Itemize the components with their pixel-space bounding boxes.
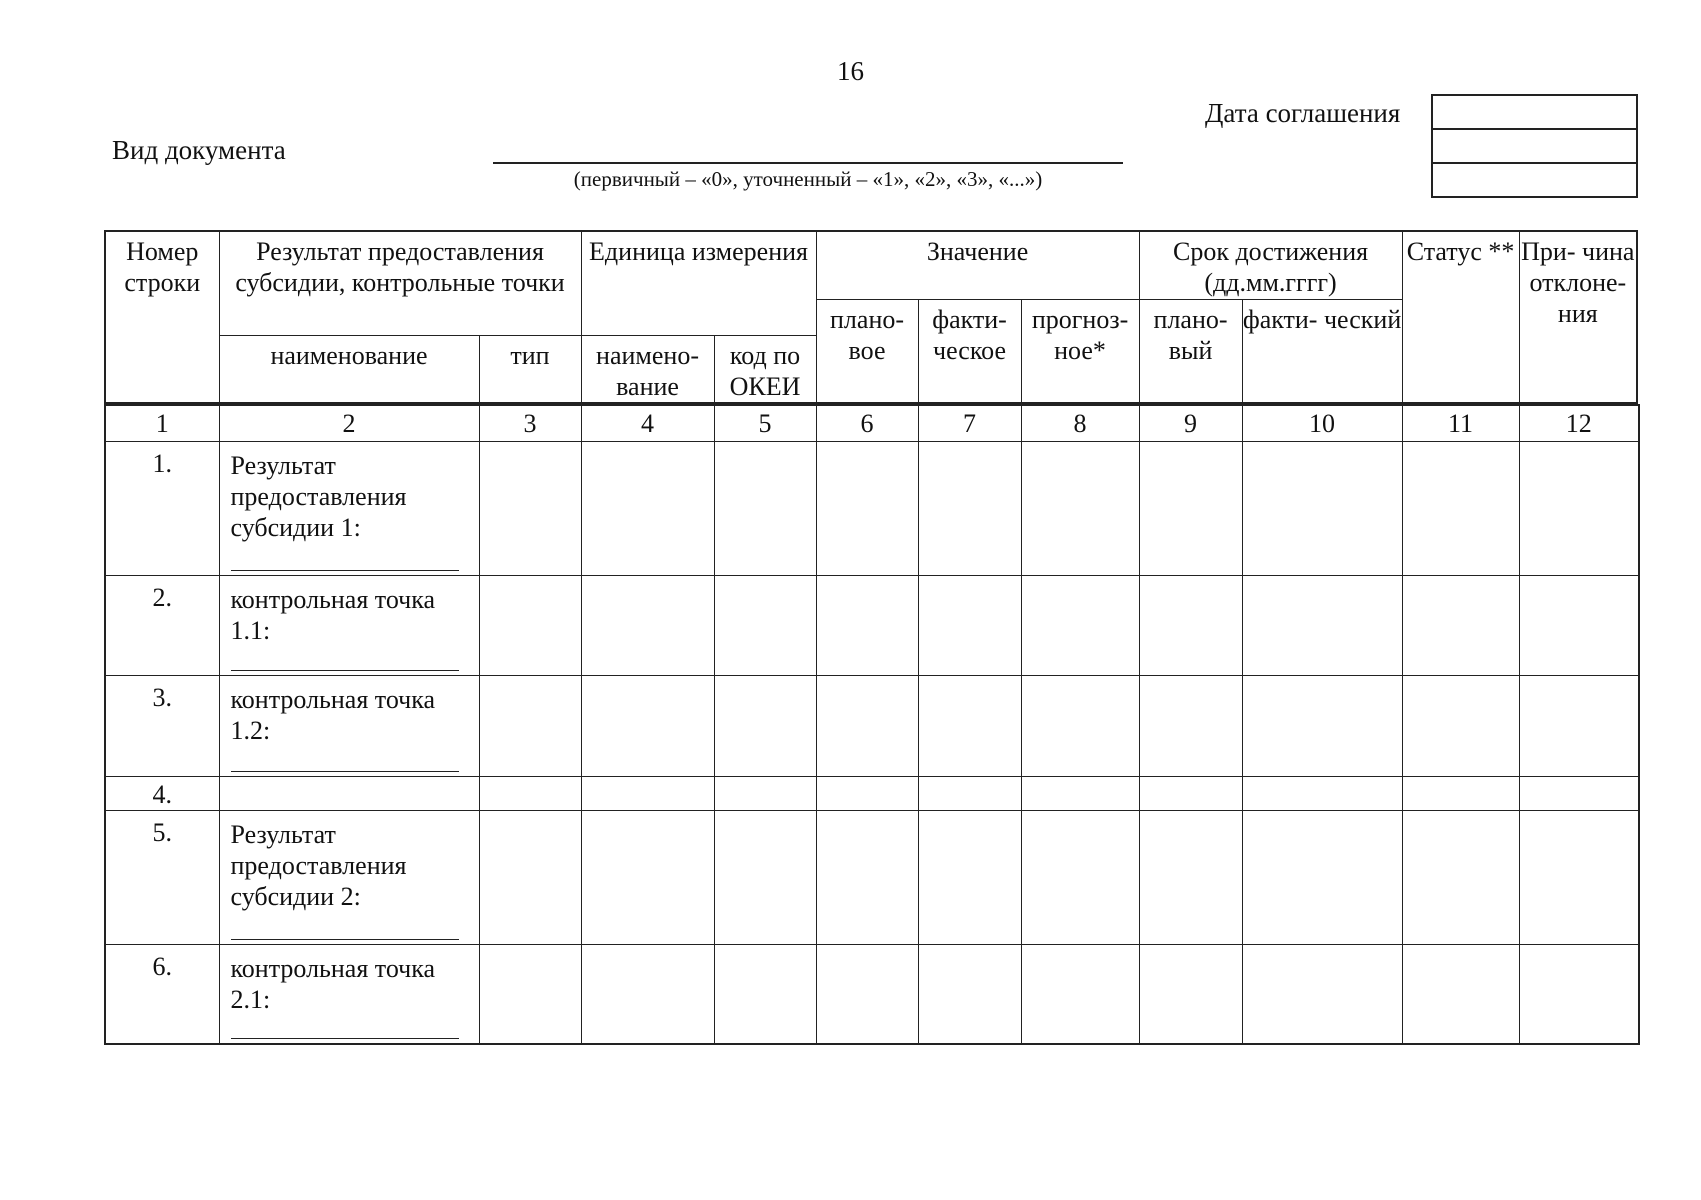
empty-cell[interactable] (1021, 776, 1139, 810)
header-deadline-group: Срок достижения (дд.мм.гггг) (1139, 231, 1402, 299)
fill-line (231, 1038, 459, 1039)
header-row-number: Номер строки (105, 231, 219, 403)
empty-cell[interactable] (1021, 575, 1139, 675)
empty-cell[interactable] (1519, 810, 1639, 944)
row-number: 6. (105, 944, 219, 1044)
empty-cell[interactable] (581, 944, 714, 1044)
column-number: 2 (219, 405, 479, 441)
empty-cell[interactable] (1402, 675, 1519, 776)
header-deadline-actual: факти- ческий (1242, 299, 1402, 403)
date-box (1433, 96, 1636, 130)
table-body (104, 404, 1640, 1045)
empty-cell[interactable] (918, 575, 1021, 675)
empty-cell[interactable] (1402, 810, 1519, 944)
empty-cell[interactable] (1242, 575, 1402, 675)
empty-cell[interactable] (1242, 776, 1402, 810)
table-row (105, 441, 1639, 575)
header-result-name: наименование (219, 335, 479, 403)
empty-cell[interactable] (816, 776, 918, 810)
table-row (105, 776, 1639, 810)
column-number: 7 (918, 405, 1021, 441)
row-number: 2. (105, 575, 219, 675)
empty-cell[interactable] (918, 675, 1021, 776)
empty-cell[interactable] (1242, 944, 1402, 1044)
column-number: 9 (1139, 405, 1242, 441)
empty-cell[interactable] (1139, 944, 1242, 1044)
header-unit-name: наимено- вание (581, 335, 714, 403)
header-result-group: Результат предоставления субсидии, контрольные точки (219, 231, 581, 335)
empty-cell[interactable] (581, 675, 714, 776)
row-label: контрольная точка 1.2: (230, 684, 436, 745)
header-value-group: Значение (816, 231, 1139, 299)
column-number: 6 (816, 405, 918, 441)
doc-type-label: Вид документа (112, 135, 286, 165)
column-number: 1 (105, 405, 219, 441)
column-number: 3 (479, 405, 581, 441)
empty-cell[interactable] (918, 944, 1021, 1044)
header-unit-group: Единица измерения (581, 231, 816, 335)
empty-cell[interactable] (1242, 441, 1402, 575)
row-label-cell (219, 810, 479, 944)
empty-cell[interactable] (1519, 575, 1639, 675)
empty-cell[interactable] (1021, 441, 1139, 575)
header-deadline-planned: плано- вый (1139, 299, 1242, 403)
column-number: 8 (1021, 405, 1139, 441)
empty-cell[interactable] (1139, 776, 1242, 810)
empty-cell[interactable] (1139, 575, 1242, 675)
empty-cell[interactable] (816, 575, 918, 675)
fill-line (231, 939, 459, 940)
row-label: Результат предоставления субсидии 2: (230, 819, 407, 912)
empty-cell[interactable] (1242, 675, 1402, 776)
empty-cell[interactable] (479, 675, 581, 776)
table-row (105, 944, 1639, 1044)
row-number: 5. (105, 810, 219, 944)
table-row (105, 810, 1639, 944)
empty-cell[interactable] (479, 810, 581, 944)
empty-cell[interactable] (714, 675, 816, 776)
empty-cell[interactable] (581, 776, 714, 810)
row-label: контрольная точка 2.1: (230, 953, 436, 1014)
empty-cell[interactable] (1519, 675, 1639, 776)
empty-cell[interactable] (1519, 441, 1639, 575)
empty-cell[interactable] (479, 441, 581, 575)
empty-cell[interactable] (816, 441, 918, 575)
header-status: Статус ** (1402, 231, 1519, 403)
header-value-forecast: прогноз- ное* (1021, 299, 1139, 403)
empty-cell[interactable] (581, 575, 714, 675)
empty-cell[interactable] (1402, 776, 1519, 810)
header-value-actual: факти- ческое (918, 299, 1021, 403)
empty-cell[interactable] (581, 441, 714, 575)
row-label-cell (219, 575, 479, 675)
empty-cell[interactable] (1402, 944, 1519, 1044)
header-unit-okei: код по ОКЕИ (714, 335, 816, 403)
empty-cell[interactable] (479, 776, 581, 810)
empty-cell[interactable] (1139, 810, 1242, 944)
header-deviation-reason: При- чина отклоне- ния (1519, 231, 1637, 403)
doc-type-fill-line (493, 162, 1123, 164)
date-box (1433, 130, 1636, 164)
column-number: 4 (581, 405, 714, 441)
table-row (105, 575, 1639, 675)
empty-cell[interactable] (581, 810, 714, 944)
column-number: 5 (714, 405, 816, 441)
empty-cell[interactable] (816, 675, 918, 776)
date-box (1433, 164, 1636, 196)
header-result-type: тип (479, 335, 581, 403)
empty-cell[interactable] (1021, 675, 1139, 776)
fill-line (231, 670, 459, 671)
row-number: 4. (105, 776, 219, 810)
fill-line (231, 771, 459, 772)
empty-cell[interactable] (1519, 776, 1639, 810)
empty-cell[interactable] (714, 810, 816, 944)
row-label-cell (219, 441, 479, 575)
column-number: 10 (1242, 405, 1402, 441)
empty-cell[interactable] (1021, 944, 1139, 1044)
row-label-cell (219, 776, 479, 810)
row-label: контрольная точка 1.1: (230, 584, 436, 645)
empty-cell[interactable] (918, 441, 1021, 575)
empty-cell[interactable] (714, 944, 816, 1044)
empty-cell[interactable] (714, 575, 816, 675)
table-header (104, 230, 1638, 404)
row-number: 1. (105, 441, 219, 575)
empty-cell[interactable] (918, 776, 1021, 810)
empty-cell[interactable] (816, 944, 918, 1044)
empty-cell[interactable] (918, 810, 1021, 944)
empty-cell[interactable] (1242, 810, 1402, 944)
agreement-date-label: Дата соглашения (1205, 98, 1401, 128)
fill-line (231, 570, 459, 571)
empty-cell[interactable] (479, 944, 581, 1044)
page-number: 16 (837, 56, 864, 86)
empty-cell[interactable] (1402, 441, 1519, 575)
table-row (105, 675, 1639, 776)
empty-cell[interactable] (1021, 810, 1139, 944)
header-value-planned: плано- вое (816, 299, 918, 403)
empty-cell[interactable] (479, 575, 581, 675)
doc-type-hint: (первичный – «0», уточненный – «1», «2», «3», «...») (573, 167, 1043, 191)
empty-cell[interactable] (714, 776, 816, 810)
column-number: 12 (1519, 405, 1639, 441)
column-number: 11 (1402, 405, 1519, 441)
row-label-cell (219, 675, 479, 776)
empty-cell[interactable] (816, 810, 918, 944)
empty-cell[interactable] (714, 441, 816, 575)
row-number: 3. (105, 675, 219, 776)
agreement-date-boxes (1431, 94, 1638, 198)
empty-cell[interactable] (1139, 441, 1242, 575)
empty-cell[interactable] (1519, 944, 1639, 1044)
row-label: Результат предоставления субсидии 1: (230, 450, 407, 542)
empty-cell[interactable] (1402, 575, 1519, 675)
empty-cell[interactable] (1139, 675, 1242, 776)
row-label-cell (219, 944, 479, 1044)
